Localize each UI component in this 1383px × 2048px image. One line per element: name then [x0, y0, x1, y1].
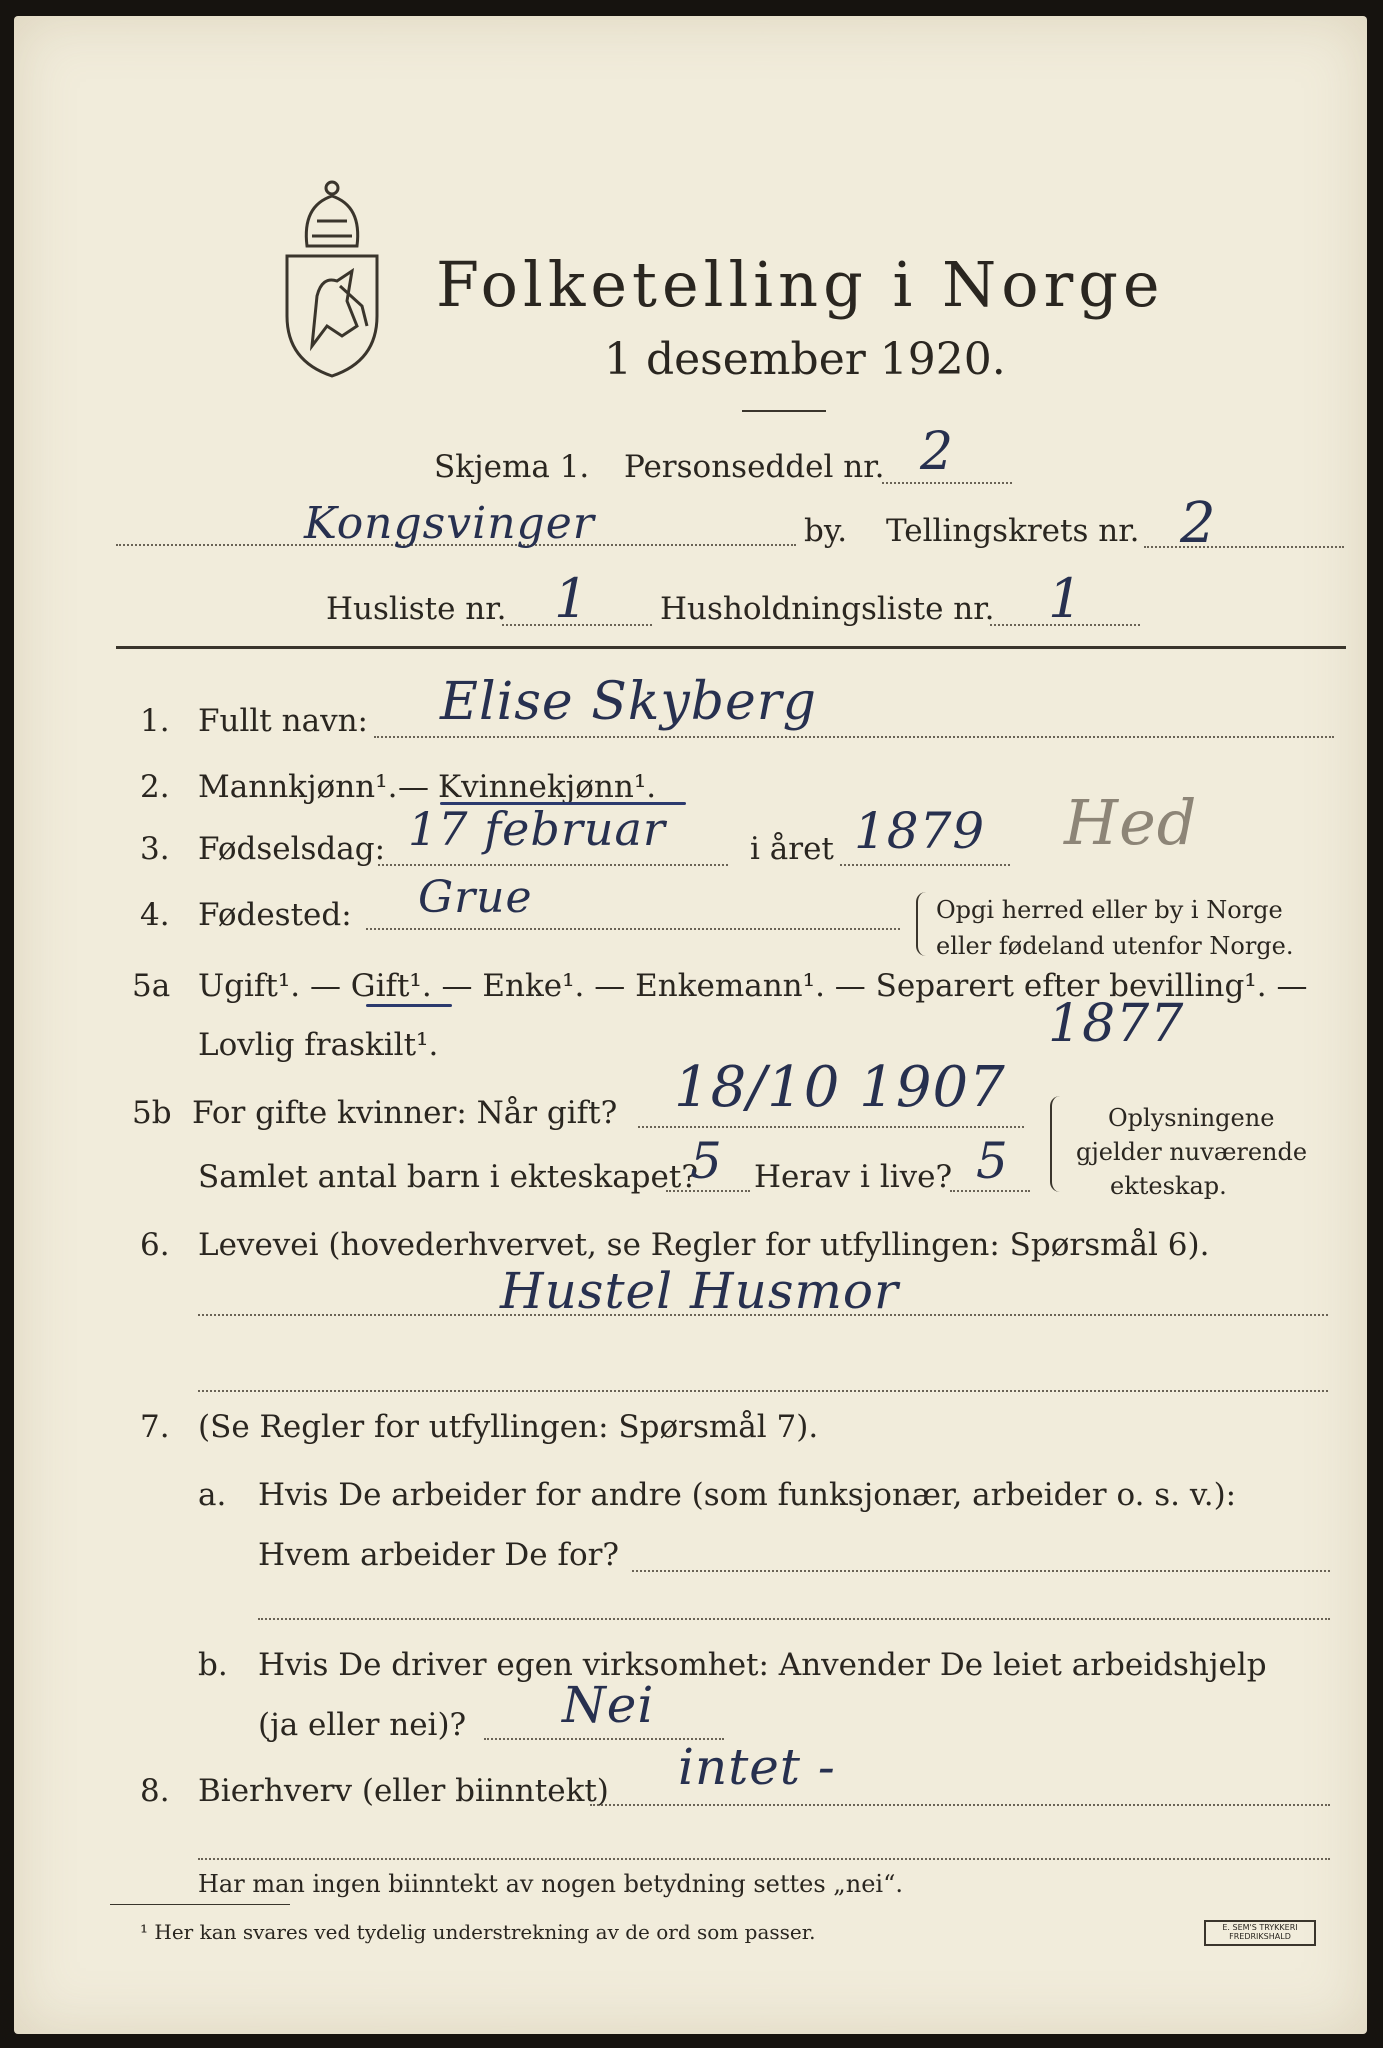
q8-line2 — [198, 1858, 1330, 1860]
personseddel-line — [882, 482, 1012, 484]
q7a-line2 — [258, 1618, 1330, 1620]
by-label: by. — [804, 513, 848, 549]
q4-number: 4. — [140, 897, 170, 933]
q5b-note-line1: Oplysningene — [1108, 1104, 1275, 1132]
q4-note-line1: Opgi herred eller by i Norge — [936, 896, 1283, 924]
q1-line — [374, 736, 1334, 738]
title-divider — [742, 410, 826, 412]
personseddel-value: 2 — [920, 422, 955, 482]
q5b-note-line3: ekteskap. — [1110, 1172, 1227, 1200]
q5b-ilive-label: Herav i live? — [754, 1159, 953, 1195]
q5b-barn-line — [666, 1190, 750, 1192]
children-alive-value: 5 — [976, 1132, 1009, 1190]
q5b-note-line2: gjelder nuværende — [1076, 1138, 1308, 1166]
q5a-number: 5a — [132, 968, 171, 1004]
q7a-line1 — [632, 1570, 1330, 1572]
gift-underline — [366, 1004, 452, 1007]
q5a-line2: Lovlig fraskilt¹. — [198, 1027, 439, 1063]
q7a-text: Hvis De arbeider for andre (som funksjonær, arbeider o. s. v.): — [258, 1477, 1237, 1513]
q7a-letter: a. — [198, 1477, 227, 1513]
q7-number: 7. — [140, 1409, 170, 1445]
marriage-annotation: 1877 — [1048, 994, 1185, 1054]
q7b-letter: b. — [198, 1647, 228, 1683]
q6-number: 6. — [140, 1227, 170, 1263]
personseddel-label: Personseddel nr. — [624, 449, 885, 485]
husholdning-value: 1 — [1048, 567, 1084, 630]
q5b-label: For gifte kvinner: Når gift? — [192, 1095, 618, 1131]
header-divider — [116, 646, 1346, 649]
q7b-text: Hvis De driver egen virksomhet: Anvender De leiet arbeidshjelp — [258, 1647, 1267, 1683]
tellingskrets-line — [1144, 546, 1344, 548]
children-total-value: 5 — [690, 1132, 723, 1190]
coat-of-arms-icon — [272, 176, 392, 386]
q8-line1 — [590, 1804, 1330, 1806]
q2-kvinne: Kvinnekjønn¹. — [438, 769, 657, 805]
q5b-number: 5b — [132, 1095, 172, 1131]
q3-day-line — [378, 864, 728, 866]
birthplace-value: Grue — [418, 872, 533, 923]
skjema-label: Skjema 1. — [434, 449, 590, 485]
q3-label: Fødselsdag: — [198, 831, 386, 867]
birth-year-value: 1879 — [854, 802, 986, 860]
side-income-note: Har man ingen biinntekt av nogen betydning settes „nei“. — [198, 1870, 903, 1898]
occupation-value: Hustel Husmor — [500, 1262, 899, 1320]
q5b-gift-line — [638, 1126, 1024, 1128]
form-title: Folketelling i Norge — [436, 248, 1165, 321]
marriage-date-value: 18/10 1907 — [674, 1055, 1006, 1120]
husliste-label: Husliste nr. — [326, 591, 507, 627]
q7a-question: Hvem arbeider De for? — [258, 1537, 620, 1573]
q4-note-brace — [916, 892, 930, 956]
q8-number: 8. — [140, 1773, 170, 1809]
footnote: ¹ Her kan svares ved tydelig understrekning av de ord som passer. — [140, 1920, 816, 1944]
q1-label: Fullt navn: — [198, 703, 368, 739]
census-form — [14, 16, 1367, 2034]
q3-year-label: i året — [750, 831, 834, 867]
printer-stamp: E. SEM'S TRYKKERI FREDRIKSHALD — [1204, 1920, 1316, 1946]
q6-label: Levevei (hovederhvervet, se Regler for utfyllingen: Spørsmål 6). — [198, 1227, 1210, 1263]
tellingskrets-label: Tellingskrets nr. — [886, 513, 1140, 549]
q5a-line1: Ugift¹. — Gift¹. — Enke¹. — Enkemann¹. — Separert efter bevilling¹. — — [198, 968, 1308, 1004]
census-date: 1 desember 1920. — [604, 334, 1006, 385]
q3-year-line — [840, 864, 1010, 866]
full-name-value: Elise Skyberg — [440, 672, 817, 732]
q4-note-line2: eller fødeland utenfor Norge. — [936, 932, 1294, 960]
husholdning-label: Husholdningsliste nr. — [660, 591, 995, 627]
q5b-ilive-line — [950, 1190, 1030, 1192]
footnote-divider — [110, 1904, 290, 1905]
q4-label: Fødested: — [198, 897, 352, 933]
by-value: Kongsvinger — [304, 498, 595, 549]
birth-annotation: Hed — [1064, 786, 1198, 859]
q8-label: Bierhverv (eller biinntekt) — [198, 1773, 609, 1809]
hired-help-value: Nei — [562, 1676, 655, 1734]
side-income-value: intet - — [678, 1738, 836, 1796]
birthday-value: 17 februar — [408, 802, 666, 856]
husliste-value: 1 — [554, 567, 590, 630]
q1-number: 1. — [140, 703, 170, 739]
q7-label: (Se Regler for utfyllingen: Spørsmål 7). — [198, 1409, 819, 1445]
q2-dash: — — [398, 769, 429, 805]
q3-number: 3. — [140, 831, 170, 867]
tellingskrets-value: 2 — [1180, 491, 1217, 556]
q7b-question: (ja eller nei)? — [258, 1707, 467, 1743]
q2-mann: Mannkjønn¹. — [198, 769, 398, 805]
q5b-note-brace — [1050, 1096, 1066, 1192]
q4-line — [366, 928, 900, 930]
q5b-barn-label: Samlet antal barn i ekteskapet? — [198, 1159, 698, 1195]
q6-line2 — [198, 1390, 1328, 1392]
q2-number: 2. — [140, 769, 170, 805]
